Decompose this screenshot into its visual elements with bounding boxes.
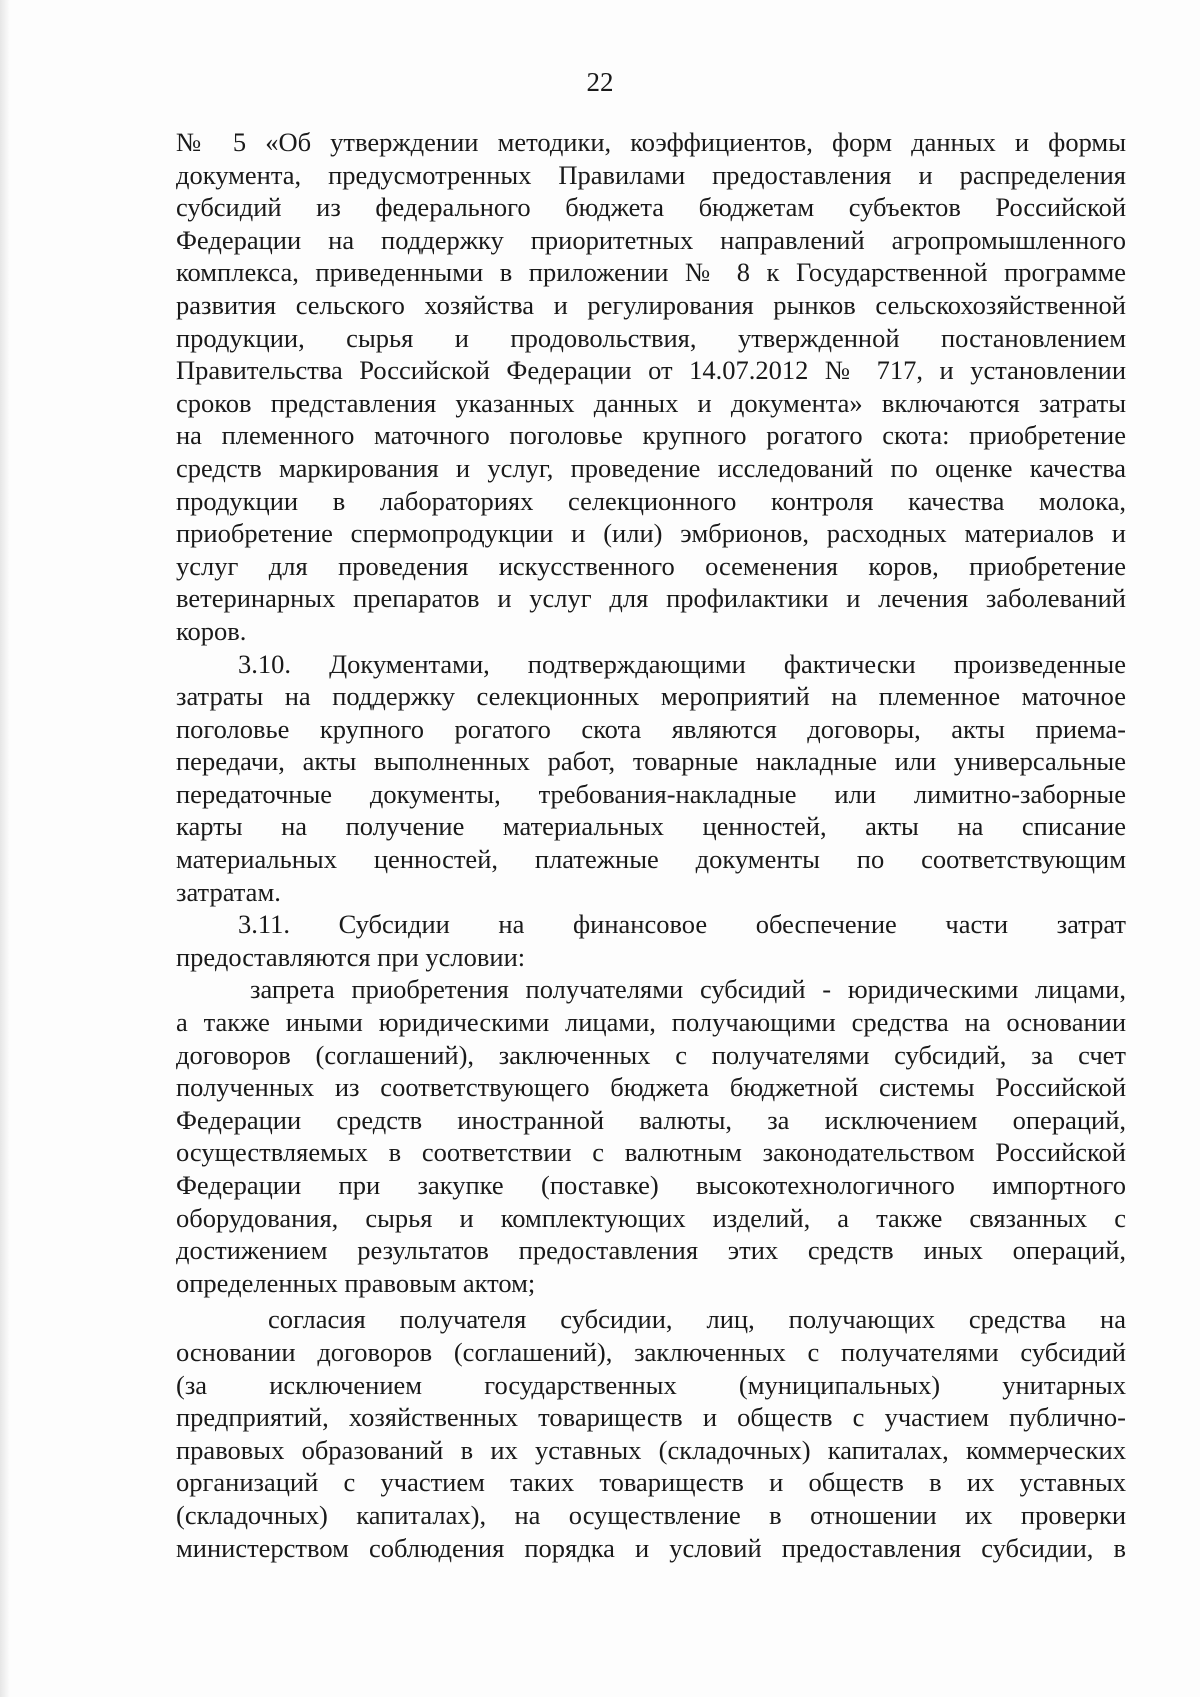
text-line: организаций с участием таких товариществ и обществ в их уставных <box>176 1467 1126 1498</box>
document-body <box>176 126 1126 1564</box>
text-line: материальных ценностей, платежные документы по соответствующим <box>176 844 1126 875</box>
scan-edge-shadow <box>0 0 10 1697</box>
text-line: полученных из соответствующего бюджета бюджетной системы Российской <box>176 1072 1126 1103</box>
text-line: карты на получение материальных ценностей, акты на списание <box>176 811 1126 842</box>
text-line: а также иными юридическими лицами, получающими средства на основании <box>176 1007 1126 1038</box>
text-line: определенных правовым актом; <box>176 1267 536 1298</box>
text-line: (за исключением государственных (муниципальных) унитарных <box>176 1369 1126 1400</box>
text-line: продукции, сырья и продовольствия, утвержденной постановлением <box>176 322 1126 353</box>
text-line: Правительства Российской Федерации от 14.07.2012 № 717, и установлении <box>176 355 1126 386</box>
paragraph-consent-start: согласия получателя субсидии, лиц, получающих средства на <box>268 1304 1126 1335</box>
text-line: коров. <box>176 615 247 646</box>
text-line: субсидий из федерального бюджета бюджетам субъектов Российской <box>176 192 1126 223</box>
text-line: достижением результатов предоставления этих средств иных операций, <box>176 1235 1126 1266</box>
page-number: 22 <box>586 67 614 97</box>
paragraph-3-11-start: 3.11. Субсидии на финансовое обеспечение части затрат <box>238 909 1126 940</box>
text-line: правовых образований в их уставных (складочных) капиталах, коммерческих <box>176 1434 1126 1465</box>
text-line: передаточные документы, требования-накладные или лимитно-заборные <box>176 778 1126 809</box>
text-line: приобретение спермопродукции и (или) эмбрионов, расходных материалов и <box>176 518 1126 549</box>
text-line: осуществляемых в соответствии с валютным законодательством Российской <box>176 1137 1126 1168</box>
text-line: ветеринарных препаратов и услуг для профилактики и лечения заболеваний <box>176 583 1126 614</box>
text-line: Федерации на поддержку приоритетных направлений агропромышленного <box>176 224 1126 255</box>
text-line: поголовье крупного рогатого скота являются договоры, акты приема- <box>176 713 1126 744</box>
text-line: Федерации средств иностранной валюты, за исключением операций, <box>176 1104 1126 1135</box>
text-line: сроков представления указанных данных и документа» включаются затраты <box>176 387 1126 418</box>
text-line: министерством соблюдения порядка и условий предоставления субсидии, в <box>176 1532 1126 1563</box>
text-line: предприятий, хозяйственных товариществ и обществ с участием публично- <box>176 1402 1126 1433</box>
text-line: № 5 «Об утверждении методики, коэффициентов, форм данных и формы <box>176 127 1126 157</box>
text-line: продукции в лабораториях селекционного контроля качества молока, <box>176 485 1126 516</box>
text-line: комплекса, приведенными в приложении № 8 к Государственной программе <box>176 257 1126 288</box>
text-line: услуг для проведения искусственного осеменения коров, приобретение <box>176 550 1126 581</box>
text-line: затратам. <box>176 876 281 907</box>
text-line: Федерации при закупке (поставке) высокотехнологичного импортного <box>176 1170 1126 1200</box>
text-line: передачи, акты выполненных работ, товарные накладные или универсальные <box>176 746 1126 777</box>
text-line: предоставляются при условии: <box>176 941 526 972</box>
text-line: затраты на поддержку селекционных мероприятий на племенное маточное <box>176 681 1126 712</box>
text-line: оборудования, сырья и комплектующих изделий, а также связанных с <box>176 1202 1126 1233</box>
text-line: (складочных) капиталах), на осуществление в отношении их проверки <box>176 1499 1126 1530</box>
text-line: на племенного маточного поголовье крупного рогатого скота: приобретение <box>176 420 1126 451</box>
text-line: средств маркирования и услуг, проведение исследований по оценке качества <box>176 452 1126 483</box>
text-line: основании договоров (соглашений), заключенных с получателями субсидий <box>176 1336 1126 1367</box>
text-line: документа, предусмотренных Правилами предоставления и распределения <box>176 159 1126 190</box>
text-line: договоров (соглашений), заключенных с получателями субсидий, за счет <box>176 1039 1126 1070</box>
paragraph-3-10-start: 3.10. Документами, подтверждающими фактически произведенные <box>238 648 1126 679</box>
paragraph-prohibition-start: запрета приобретения получателями субсидий - юридическими лицами, <box>250 974 1126 1005</box>
text-line: развития сельского хозяйства и регулирования рынков сельскохозяйственной <box>176 289 1126 320</box>
